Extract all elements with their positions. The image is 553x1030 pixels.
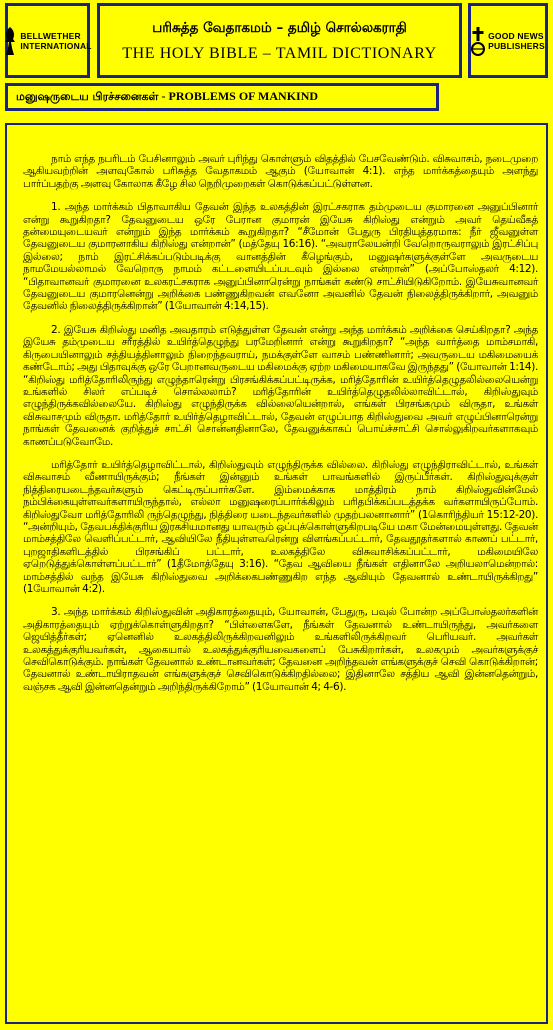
globe-cross-icon [471, 26, 485, 56]
good-news-logo-line1: GOOD NEWS [488, 30, 544, 41]
bellwether-logo-box [5, 3, 90, 78]
section-title-english: PROBLEMS OF MANKIND [168, 89, 319, 103]
paragraph-2: 2. இயேசு கிறிஸ்து மனித அவதாரம் எடுத்துள்ள தேவன் என்று அந்த மார்க்கம் அறிக்கை செய்கிறதா? அந்த இயேசு தம்முடைய சரீரத்தில் உயிர்த்தெழுந்து பரமேறினார் என்று கூறுகிறதா? “அந்த வார்த்தை மாம்சமாகி, கிருபையினாலும் சத்தியத்தினாலும் நிறைந்தவராய், நமக்குள்ளே வாசம் பண்ணினார்; அவருடைய மகிமையைக் கண்டோம்; அது பிதாவுக்கு ஒரே பேறானவருடைய மகிமைக்கு ஏற்ற மகிமையாகவே இருந்தது” (யோவான் 1:14). “கிறிஸ்து மரித்தோரிலிருந்து எழுந்தாரென்று பிரசங்கிக்கப்பட்டிருக்க, மரித்தோரின் உயிர்த்தெழுதலில்லையென்று உங்களில் சிலர் எப்படிச் சொல்லலாம்? மரித்தோரின் உயிர்த்தெழுதலில்லாவிட்டால், கிறிஸ்துவும் எழுந்திருக்கவில்லையே. கிறிஸ்து எழுந்திருக்க வில்லையென்றால், எங்கள் பிரசங்கமும் விருதா, உங்கள் விசுவாசமும் விருதா. மரித்தோர் உயிர்த்தெழாவிட்டால், தேவன் எழுப்பாத கிறிஸ்துவை அவர் எழுப்பினாரென்று நாங்கள் தேவனைக் குறித்துச் சாட்சி சொன்னதினாலே, தேவனுக்காகப் பொய்ச்சாட்சி சொல்லுகிறவர்களாகவும் காணப்படுவோமே. [23, 323, 538, 448]
bellwether-ram-icon [3, 26, 17, 56]
title-box [97, 3, 462, 78]
bellwether-logo-line1: BELLWETHER [20, 30, 81, 41]
intro-paragraph: நாம் எந்த நபரிடம் பேசினாலும் அவர் புரிந்து கொள்ளும் விதத்தில் பேசவேண்டும். விசுவாசம், நடைமுறை ஆகியவற்றின் அளவுகோல் பரிசுத்த வேதாகமம் ஆகும் (யோவான் 4:1). எந்த மார்க்கத்தையும் அளந்து பார்ப்பதற்கு அளவு கோலாக கீழே சில நெறிமுறைகள் கொடுக்கப்பட்டுள்ளன. [23, 153, 538, 190]
bellwether-logo [3, 26, 91, 56]
title-english: THE HOLY BIBLE – TAMIL DICTIONARY [122, 44, 437, 62]
paragraph-3: 3. அந்த மார்க்கம் கிறிஸ்துவின் அதிகாரத்தையும், யோவான், பேதுரு, பவுல் போன்ற அப்போஸ்தலர்களின் அதிகாரத்தையும் ஏற்றுக்கொள்ளுகிறதா? “பிள்ளைகளே, நீங்கள் தேவனால் உண்டாயிருந்து, அவர்களை ஜெயித்தீர்கள்; ஏனெனில் உலகத்திலிருக்கிறவனிலும் உங்களிலிருக்கிறவர் பெரியவர். அவர்கள் உலகத்துக்குரியவர்கள், ஆகையால் உலகத்துக்குரியவைகளைப் பேசுகிறார்கள், உலகமும் அவர்களுக்குச் செவிகொடுக்கும். நாங்கள் தேவனால் உண்டானவர்கள்; தேவனை அறிந்தவன் எங்களுக்குச் செவி கொடுக்கிறான்; தேவனால் உண்டாயிராதவன் எங்களுக்குச் செவிகொடுக்கிறதில்லை; இதினாலே சத்திய ஆவி இன்னதென்றும், வஞ்சக ஆவி இன்னதென்றும் அறிந்திருக்கிறோம்” (1யோவான் 4; 4-6). [23, 606, 538, 693]
paragraph-2-continued: மரித்தோர் உயிர்த்தெழாவிட்டால், கிறிஸ்துவும் எழுந்திருக்க வில்லை. கிறிஸ்து எழுந்திராவிட்டால், உங்கள் விசுவாசம் வீணாயிருக்கும்; நீங்கள் இன்னும் உங்கள் பாவங்களில் இருப்பீர்கள். கிறிஸ்துவுக்குள் நித்திரையடைந்தவர்களும் கெட்டிருப்பார்களே. இம்மைக்காக மாத்திரம் நாம் கிறிஸ்துவின்மேல் நம்பிக்கையுள்ளவர்களாயிருந்தால், எல்லா மனுஷரைப்பார்க்கிலும் பரிதபிக்கப்படத்தக்க வர்களாயிருப்போம். கிறிஸ்துவோ மரித்தோரிலி ருந்தெழுந்து, நித்திரை யடைந்தவர்களில் முதற்பலனானார்” (1கொரிந்தியர் 15:12-20). “அன்றியும், தேவபக்திக்குரிய இரகசியமானது யாவரும் ஒப்புக்கொள்ளுகிறபடியே மகா மேன்மையுள்ளது. தேவன் மாம்சத்திலே வெளிப்பட்டார், ஆவியிலே நீதியுள்ளவரென்று விளங்கப்பட்டார், தேவதூதர்களால் காணப் பட்டார், புறஜாதிகளிடத்தில் பிரசங்கிப் பட்டார், உலகத்திலே விசுவாசிக்கப்பட்டார், மகிமையிலே ஏறெடுத்துக்கொள்ளப்பட்டார்” (1தீமோத்தேயு 3:16). “தேவ ஆவியை நீங்கள் எதினாலே அறியலாமென்றால்: மாம்சத்தில் வந்த இயேசு கிறிஸ்துவை அறிக்கைபண்ணுகிற எந்த ஆவியும் தேவனால் உண்டாயிருக்கிறது” (1யோவான் 4:2). [23, 458, 538, 595]
paragraph-1: 1. அந்த மார்க்கம் பிதாவாகிய தேவன் இந்த உலகத்தின் இரட்சகராக தம்முடைய குமாரனை அனுப்பினார் என்று கூறுகிறதா? தேவனுடைய ஒரே பேரான குமாரன் இயேசு கிறிஸ்து என்றும் அவர் தெய்வீகத் தன்மையுடையவர் என்றும் இந்த மார்க்கம் கூறுகிறதா? “சீமோன் பேதுரு பிரதியுத்தரமாக: நீர் ஜீவனுள்ள தேவனுடைய குமாரனாகிய கிறிஸ்து என்றான்” (மத்தேயு 16:16). “அவராலேயன்றி வேறொருவராலும் இரட்சிப்பு இல்லை; நாம் இரட்சிக்கப்படும்படிக்கு வானத்தின் கீழெங்கும், மனுஷர்களுக்குள்ளே அவருடைய நாமமேயல்லாமல் வேறொரு நாமம் கட்டளையிடப்படவும் இல்லை என்றான்” (அப்போஸ்தலர் 4:12). “பிதாவானவர் குமாரனை உலகரட்சகராக அனுப்பினாரென்று நாங்கள் கண்டு சாட்சியிடுகிறோம். இயேசுவானவர் தேவனுடைய குமாரனென்று அறிக்கை பண்ணுகிறவன் எவனோ அவனில் தேவன் நிலைத்திருக்கிறார், அவனும் தேவனில் நிலைத்திருக்கிறான்” (1யோவான் 4:14,15). [23, 201, 538, 313]
good-news-logo-box [468, 3, 548, 78]
title-tamil: பரிசுத்த வேதாகமம் – தமிழ் சொல்லகராதி [152, 19, 407, 36]
section-title-separator: - [158, 89, 169, 103]
good-news-logo [471, 26, 545, 56]
bellwether-logo-line2: INTERNATIONAL [20, 40, 92, 51]
section-title-box [5, 83, 439, 111]
good-news-logo-line2: PUBLISHERS [488, 40, 545, 51]
section-title [16, 89, 318, 105]
content-box [5, 123, 548, 1024]
section-title-tamil: மனுஷருடைய பிரச்சனைகள் [16, 90, 159, 103]
